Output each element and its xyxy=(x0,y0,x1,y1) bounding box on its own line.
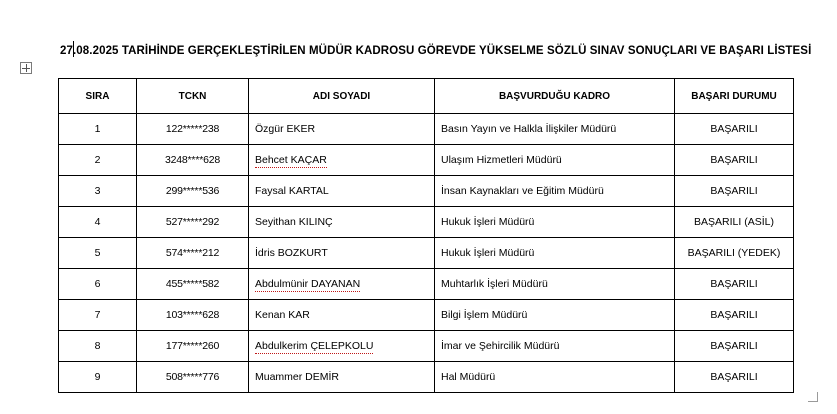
cell-kadro: İnsan Kaynakları ve Eğitim Müdürü xyxy=(435,176,675,207)
cell-adi-soyadi: Seyithan KILINÇ xyxy=(249,207,435,238)
table-row xyxy=(59,145,794,176)
cell-tckn: 3248****628 xyxy=(137,145,249,176)
cell-kadro: Ulaşım Hizmetleri Müdürü xyxy=(435,145,675,176)
cell-sira: 2 xyxy=(59,145,137,176)
cell-kadro: Hukuk İşleri Müdürü xyxy=(435,238,675,269)
table-resize-handle-icon[interactable] xyxy=(808,392,818,402)
column-header-adi-soyadi: ADI SOYADI xyxy=(249,79,435,114)
cell-durum: BAŞARILI xyxy=(675,145,794,176)
table-body xyxy=(59,114,794,393)
cell-tckn: 177*****260 xyxy=(137,331,249,362)
cell-adi-soyadi-text: Abdulmünir DAYANAN xyxy=(255,278,361,290)
page-title: 27.08.2025 TARİHİNDE GERÇEKLEŞTİRİLEN MÜDÜR KADROSU GÖREVDE YÜKSELME SÖZLÜ SINAV SONUÇLARI VE BAŞARI LİSTESİ xyxy=(60,45,812,57)
cell-tckn: 122*****238 xyxy=(137,114,249,145)
cell-durum: BAŞARILI xyxy=(675,362,794,393)
cell-kadro: Hukuk İşleri Müdürü xyxy=(435,207,675,238)
cell-adi-soyadi xyxy=(249,269,435,300)
cell-sira: 8 xyxy=(59,331,137,362)
cell-kadro: İmar ve Şehircilik Müdürü xyxy=(435,331,675,362)
cell-kadro: Basın Yayın ve Halkla İlişkiler Müdürü xyxy=(435,114,675,145)
column-header-basari-durumu: BAŞARI DURUMU xyxy=(675,79,794,114)
table-row xyxy=(59,238,794,269)
table-row xyxy=(59,331,794,362)
cell-sira: 4 xyxy=(59,207,137,238)
cell-durum: BAŞARILI xyxy=(675,300,794,331)
table-row xyxy=(59,269,794,300)
cell-durum: BAŞARILI (YEDEK) xyxy=(675,238,794,269)
cell-durum: BAŞARILI xyxy=(675,269,794,300)
cell-tckn: 103*****628 xyxy=(137,300,249,331)
cell-durum: BAŞARILI (ASİL) xyxy=(675,207,794,238)
cell-durum: BAŞARILI xyxy=(675,176,794,207)
table-row xyxy=(59,362,794,393)
cell-adi-soyadi: Özgür EKER xyxy=(249,114,435,145)
table-row xyxy=(59,207,794,238)
cell-sira: 3 xyxy=(59,176,137,207)
cell-adi-soyadi-text: Behcet KAÇAR xyxy=(255,154,327,166)
cell-sira: 9 xyxy=(59,362,137,393)
cell-tckn: 455*****582 xyxy=(137,269,249,300)
column-header-sira: SIRA xyxy=(59,79,137,114)
cell-tckn: 508*****776 xyxy=(137,362,249,393)
cell-sira: 5 xyxy=(59,238,137,269)
cell-adi-soyadi: Kenan KAR xyxy=(249,300,435,331)
cell-tckn: 527*****292 xyxy=(137,207,249,238)
cell-sira: 1 xyxy=(59,114,137,145)
cell-kadro: Bilgi İşlem Müdürü xyxy=(435,300,675,331)
cell-adi-soyadi: İdris BOZKURT xyxy=(249,238,435,269)
cell-durum: BAŞARILI xyxy=(675,114,794,145)
cell-sira: 7 xyxy=(59,300,137,331)
cell-adi-soyadi xyxy=(249,331,435,362)
cell-adi-soyadi: Faysal KARTAL xyxy=(249,176,435,207)
cell-sira: 6 xyxy=(59,269,137,300)
cell-kadro: Muhtarlık İşleri Müdürü xyxy=(435,269,675,300)
table-header xyxy=(59,79,794,114)
table-row xyxy=(59,114,794,145)
cell-adi-soyadi-text: Abdulkerim ÇELEPKOLU xyxy=(255,340,374,352)
cell-tckn: 299*****536 xyxy=(137,176,249,207)
table-row xyxy=(59,176,794,207)
cell-adi-soyadi xyxy=(249,145,435,176)
table-header-row xyxy=(59,79,794,114)
exam-results-table xyxy=(58,78,794,393)
table-move-handle-icon[interactable] xyxy=(20,62,32,74)
cell-tckn: 574*****212 xyxy=(137,238,249,269)
cell-durum: BAŞARILI xyxy=(675,331,794,362)
table-row xyxy=(59,300,794,331)
cell-kadro: Hal Müdürü xyxy=(435,362,675,393)
column-header-tckn: TCKN xyxy=(137,79,249,114)
cell-adi-soyadi: Muammer DEMİR xyxy=(249,362,435,393)
column-header-basvurdugu-kadro: BAŞVURDUĞU KADRO xyxy=(435,79,675,114)
